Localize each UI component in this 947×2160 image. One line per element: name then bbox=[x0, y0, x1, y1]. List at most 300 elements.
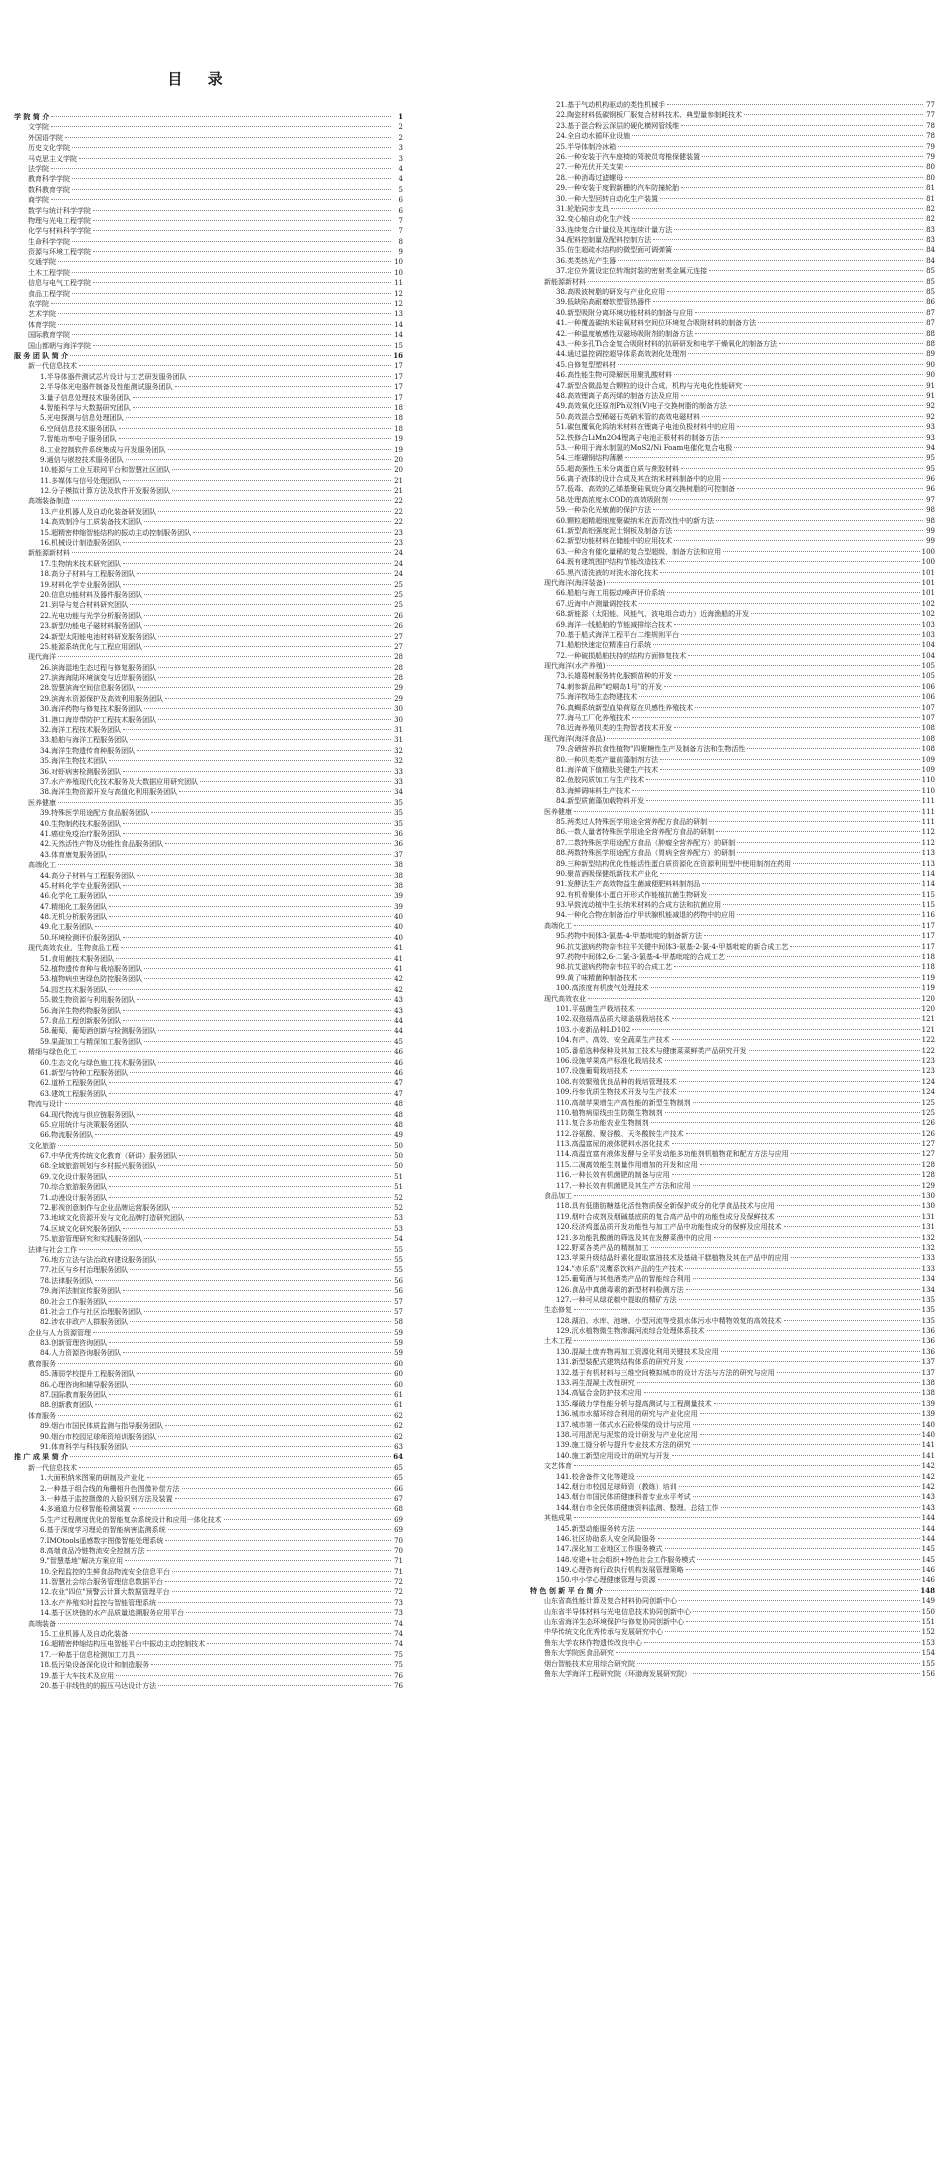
toc-entry[interactable] bbox=[14, 1546, 403, 1556]
toc-entry[interactable] bbox=[530, 1264, 935, 1274]
toc-entry[interactable] bbox=[530, 100, 935, 110]
toc-entry[interactable] bbox=[14, 1006, 403, 1016]
toc-entry[interactable] bbox=[14, 1037, 403, 1047]
toc-entry[interactable] bbox=[14, 1016, 403, 1026]
toc-entry[interactable] bbox=[530, 1004, 935, 1014]
toc-group-entry[interactable] bbox=[530, 734, 935, 744]
toc-entry[interactable] bbox=[530, 266, 935, 276]
toc-entry[interactable] bbox=[530, 1170, 935, 1180]
toc-entry[interactable] bbox=[530, 287, 935, 297]
toc-group-entry[interactable] bbox=[14, 1328, 403, 1338]
toc-group-entry[interactable] bbox=[530, 807, 935, 817]
toc-entry[interactable] bbox=[530, 1046, 935, 1056]
toc-entry[interactable] bbox=[530, 692, 935, 702]
toc-entry[interactable] bbox=[530, 173, 935, 183]
toc-group-entry[interactable] bbox=[14, 278, 403, 288]
toc-entry[interactable] bbox=[530, 910, 935, 920]
toc-entry[interactable] bbox=[14, 1536, 403, 1546]
toc-entry[interactable] bbox=[14, 1234, 403, 1244]
toc-entry[interactable] bbox=[530, 1492, 935, 1502]
toc-entry[interactable] bbox=[530, 942, 935, 952]
toc-entry[interactable] bbox=[530, 547, 935, 557]
toc-group-entry[interactable] bbox=[14, 195, 403, 205]
toc-entry[interactable] bbox=[14, 808, 403, 818]
toc-entry[interactable] bbox=[14, 829, 403, 839]
toc-entry[interactable] bbox=[530, 110, 935, 120]
toc-entry[interactable] bbox=[530, 1409, 935, 1419]
toc-entry[interactable] bbox=[530, 1482, 935, 1492]
toc-entry[interactable] bbox=[14, 413, 403, 423]
toc-entry[interactable] bbox=[14, 372, 403, 382]
toc-entry[interactable] bbox=[14, 1348, 403, 1358]
toc-entry[interactable] bbox=[530, 1014, 935, 1024]
toc-entry[interactable] bbox=[530, 474, 935, 484]
toc-entry[interactable] bbox=[14, 424, 403, 434]
toc-group-entry[interactable] bbox=[14, 154, 403, 164]
toc-group-entry[interactable] bbox=[14, 548, 403, 558]
toc-entry[interactable] bbox=[14, 1369, 403, 1379]
toc-entry[interactable] bbox=[14, 1224, 403, 1234]
toc-entry[interactable] bbox=[530, 827, 935, 837]
toc-entry[interactable] bbox=[14, 715, 403, 725]
toc-entry[interactable] bbox=[14, 663, 403, 673]
toc-entry[interactable] bbox=[530, 838, 935, 848]
toc-entry[interactable] bbox=[14, 1317, 403, 1327]
toc-entry[interactable] bbox=[530, 1056, 935, 1066]
toc-group-entry[interactable] bbox=[14, 943, 403, 953]
toc-entry[interactable] bbox=[530, 640, 935, 650]
toc-entry[interactable] bbox=[530, 1181, 935, 1191]
toc-entry[interactable] bbox=[14, 434, 403, 444]
toc-entry[interactable] bbox=[530, 848, 935, 858]
toc-group-entry[interactable] bbox=[530, 1305, 935, 1315]
toc-entry[interactable] bbox=[14, 1265, 403, 1275]
toc-entry[interactable] bbox=[530, 516, 935, 526]
toc-group-entry[interactable] bbox=[530, 1659, 935, 1669]
toc-entry[interactable] bbox=[530, 1098, 935, 1108]
toc-group-entry[interactable] bbox=[14, 299, 403, 309]
toc-entry[interactable] bbox=[530, 1212, 935, 1222]
toc-entry[interactable] bbox=[530, 744, 935, 754]
toc-entry[interactable] bbox=[530, 297, 935, 307]
toc-entry[interactable] bbox=[530, 962, 935, 972]
toc-entry[interactable] bbox=[14, 1650, 403, 1660]
toc-entry[interactable] bbox=[530, 952, 935, 962]
toc-entry[interactable] bbox=[530, 651, 935, 661]
toc-entry[interactable] bbox=[530, 1274, 935, 1284]
toc-entry[interactable] bbox=[14, 1380, 403, 1390]
toc-entry[interactable] bbox=[530, 1524, 935, 1534]
toc-entry[interactable] bbox=[530, 1420, 935, 1430]
toc-entry[interactable] bbox=[530, 1326, 935, 1336]
toc-entry[interactable] bbox=[530, 1285, 935, 1295]
toc-entry[interactable] bbox=[530, 879, 935, 889]
toc-entry[interactable] bbox=[14, 1484, 403, 1494]
toc-entry[interactable] bbox=[14, 590, 403, 600]
toc-entry[interactable] bbox=[530, 682, 935, 692]
toc-entry[interactable] bbox=[14, 1078, 403, 1088]
toc-entry[interactable] bbox=[530, 401, 935, 411]
toc-entry[interactable] bbox=[14, 1556, 403, 1566]
toc-group-entry[interactable] bbox=[14, 268, 403, 278]
toc-entry[interactable] bbox=[14, 746, 403, 756]
toc-entry[interactable] bbox=[530, 464, 935, 474]
toc-entry[interactable] bbox=[14, 1307, 403, 1317]
toc-entry[interactable] bbox=[530, 235, 935, 245]
toc-entry[interactable] bbox=[530, 360, 935, 370]
toc-group-entry[interactable] bbox=[14, 226, 403, 236]
toc-entry[interactable] bbox=[530, 1575, 935, 1585]
toc-entry[interactable] bbox=[14, 964, 403, 974]
toc-entry[interactable] bbox=[530, 1503, 935, 1513]
toc-entry[interactable] bbox=[14, 1671, 403, 1681]
toc-group-entry[interactable] bbox=[530, 578, 935, 588]
toc-entry[interactable] bbox=[14, 600, 403, 610]
toc-entry[interactable] bbox=[530, 1472, 935, 1482]
toc-section-entry[interactable] bbox=[14, 1452, 403, 1462]
toc-entry[interactable] bbox=[530, 890, 935, 900]
toc-entry[interactable] bbox=[14, 1598, 403, 1608]
toc-entry[interactable] bbox=[14, 839, 403, 849]
toc-entry[interactable] bbox=[530, 1378, 935, 1388]
toc-entry[interactable] bbox=[530, 1555, 935, 1565]
toc-group-entry[interactable] bbox=[530, 277, 935, 287]
toc-entry[interactable] bbox=[530, 162, 935, 172]
toc-group-entry[interactable] bbox=[14, 257, 403, 267]
toc-entry[interactable] bbox=[14, 393, 403, 403]
toc-entry[interactable] bbox=[14, 704, 403, 714]
toc-entry[interactable] bbox=[14, 382, 403, 392]
toc-entry[interactable] bbox=[14, 673, 403, 683]
toc-group-entry[interactable] bbox=[530, 1596, 935, 1606]
toc-group-entry[interactable] bbox=[14, 1359, 403, 1369]
toc-entry[interactable] bbox=[530, 370, 935, 380]
toc-entry[interactable] bbox=[14, 538, 403, 548]
toc-entry[interactable] bbox=[14, 1120, 403, 1130]
toc-entry[interactable] bbox=[14, 1639, 403, 1649]
toc-entry[interactable] bbox=[530, 329, 935, 339]
toc-entry[interactable] bbox=[14, 850, 403, 860]
toc-entry[interactable] bbox=[530, 1399, 935, 1409]
toc-entry[interactable] bbox=[14, 735, 403, 745]
toc-entry[interactable] bbox=[14, 954, 403, 964]
toc-entry[interactable] bbox=[14, 756, 403, 766]
toc-entry[interactable] bbox=[14, 1130, 403, 1140]
toc-entry[interactable] bbox=[14, 787, 403, 797]
toc-entry[interactable] bbox=[14, 1276, 403, 1286]
toc-entry[interactable] bbox=[14, 1400, 403, 1410]
toc-group-entry[interactable] bbox=[530, 1336, 935, 1346]
toc-group-entry[interactable] bbox=[14, 330, 403, 340]
toc-entry[interactable] bbox=[14, 902, 403, 912]
toc-group-entry[interactable] bbox=[530, 1191, 935, 1201]
toc-group-entry[interactable] bbox=[530, 994, 935, 1004]
toc-entry[interactable] bbox=[530, 1388, 935, 1398]
toc-entry[interactable] bbox=[530, 775, 935, 785]
toc-entry[interactable] bbox=[530, 1160, 935, 1170]
toc-group-entry[interactable] bbox=[530, 1513, 935, 1523]
toc-entry[interactable] bbox=[14, 1421, 403, 1431]
toc-group-entry[interactable] bbox=[14, 1047, 403, 1057]
toc-entry[interactable] bbox=[530, 318, 935, 328]
toc-entry[interactable] bbox=[530, 1295, 935, 1305]
toc-entry[interactable] bbox=[14, 1629, 403, 1639]
toc-entry[interactable] bbox=[14, 1058, 403, 1068]
toc-entry[interactable] bbox=[14, 528, 403, 538]
toc-entry[interactable] bbox=[14, 403, 403, 413]
toc-entry[interactable] bbox=[14, 1297, 403, 1307]
toc-entry[interactable] bbox=[14, 995, 403, 1005]
toc-entry[interactable] bbox=[530, 817, 935, 827]
toc-entry[interactable] bbox=[530, 1253, 935, 1263]
toc-group-entry[interactable] bbox=[530, 921, 935, 931]
toc-group-entry[interactable] bbox=[14, 320, 403, 330]
toc-entry[interactable] bbox=[530, 1451, 935, 1461]
toc-entry[interactable] bbox=[14, 1255, 403, 1265]
toc-group-entry[interactable] bbox=[530, 661, 935, 671]
toc-group-entry[interactable] bbox=[14, 164, 403, 174]
toc-entry[interactable] bbox=[14, 559, 403, 569]
toc-entry[interactable] bbox=[14, 1068, 403, 1078]
toc-entry[interactable] bbox=[530, 204, 935, 214]
toc-entry[interactable] bbox=[530, 859, 935, 869]
toc-group-entry[interactable] bbox=[14, 1619, 403, 1629]
toc-entry[interactable] bbox=[530, 1066, 935, 1076]
toc-entry[interactable] bbox=[14, 1432, 403, 1442]
toc-entry[interactable] bbox=[530, 786, 935, 796]
toc-entry[interactable] bbox=[530, 484, 935, 494]
toc-entry[interactable] bbox=[14, 611, 403, 621]
toc-entry[interactable] bbox=[530, 1544, 935, 1554]
toc-entry[interactable] bbox=[530, 973, 935, 983]
toc-entry[interactable] bbox=[530, 1139, 935, 1149]
toc-entry[interactable] bbox=[530, 568, 935, 578]
toc-entry[interactable] bbox=[14, 1577, 403, 1587]
toc-entry[interactable] bbox=[530, 557, 935, 567]
toc-entry[interactable] bbox=[530, 495, 935, 505]
toc-entry[interactable] bbox=[530, 1243, 935, 1253]
toc-entry[interactable] bbox=[14, 1587, 403, 1597]
toc-entry[interactable] bbox=[530, 1316, 935, 1326]
toc-entry[interactable] bbox=[530, 983, 935, 993]
toc-entry[interactable] bbox=[530, 412, 935, 422]
toc-entry[interactable] bbox=[530, 225, 935, 235]
toc-entry[interactable] bbox=[14, 777, 403, 787]
toc-group-entry[interactable] bbox=[14, 1245, 403, 1255]
toc-entry[interactable] bbox=[14, 642, 403, 652]
toc-group-entry[interactable] bbox=[14, 122, 403, 132]
toc-entry[interactable] bbox=[530, 453, 935, 463]
toc-entry[interactable] bbox=[530, 900, 935, 910]
toc-entry[interactable] bbox=[14, 621, 403, 631]
toc-entry[interactable] bbox=[530, 1440, 935, 1450]
toc-entry[interactable] bbox=[530, 505, 935, 515]
toc-entry[interactable] bbox=[530, 1357, 935, 1367]
toc-entry[interactable] bbox=[530, 630, 935, 640]
toc-entry[interactable] bbox=[530, 142, 935, 152]
toc-entry[interactable] bbox=[14, 694, 403, 704]
toc-entry[interactable] bbox=[530, 1118, 935, 1128]
toc-entry[interactable] bbox=[14, 1286, 403, 1296]
toc-entry[interactable] bbox=[14, 1567, 403, 1577]
toc-entry[interactable] bbox=[530, 796, 935, 806]
toc-entry[interactable] bbox=[14, 725, 403, 735]
toc-entry[interactable] bbox=[14, 1110, 403, 1120]
toc-entry[interactable] bbox=[14, 1089, 403, 1099]
toc-group-entry[interactable] bbox=[14, 309, 403, 319]
toc-entry[interactable] bbox=[14, 1026, 403, 1036]
toc-entry[interactable] bbox=[530, 536, 935, 546]
toc-entry[interactable] bbox=[14, 1338, 403, 1348]
toc-entry[interactable] bbox=[530, 1201, 935, 1211]
toc-group-entry[interactable] bbox=[14, 143, 403, 153]
toc-entry[interactable] bbox=[14, 1161, 403, 1171]
toc-entry[interactable] bbox=[14, 1473, 403, 1483]
toc-entry[interactable] bbox=[530, 339, 935, 349]
toc-entry[interactable] bbox=[530, 1565, 935, 1575]
toc-group-entry[interactable] bbox=[14, 652, 403, 662]
toc-group-entry[interactable] bbox=[14, 206, 403, 216]
toc-entry[interactable] bbox=[14, 1182, 403, 1192]
toc-group-entry[interactable] bbox=[14, 247, 403, 257]
toc-entry[interactable] bbox=[14, 1390, 403, 1400]
toc-entry[interactable] bbox=[530, 1149, 935, 1159]
toc-entry[interactable] bbox=[530, 1025, 935, 1035]
toc-entry[interactable] bbox=[530, 1129, 935, 1139]
toc-group-entry[interactable] bbox=[14, 133, 403, 143]
toc-group-entry[interactable] bbox=[530, 1648, 935, 1658]
toc-entry[interactable] bbox=[530, 671, 935, 681]
toc-entry[interactable] bbox=[530, 1077, 935, 1087]
toc-entry[interactable] bbox=[530, 121, 935, 131]
toc-entry[interactable] bbox=[14, 1442, 403, 1452]
toc-entry[interactable] bbox=[530, 609, 935, 619]
toc-entry[interactable] bbox=[530, 599, 935, 609]
toc-entry[interactable] bbox=[530, 152, 935, 162]
toc-entry[interactable] bbox=[530, 194, 935, 204]
toc-entry[interactable] bbox=[14, 486, 403, 496]
toc-entry[interactable] bbox=[530, 713, 935, 723]
toc-group-entry[interactable] bbox=[14, 496, 403, 506]
toc-group-entry[interactable] bbox=[530, 1638, 935, 1648]
toc-entry[interactable] bbox=[530, 931, 935, 941]
toc-entry[interactable] bbox=[530, 1347, 935, 1357]
toc-entry[interactable] bbox=[14, 465, 403, 475]
toc-entry[interactable] bbox=[530, 391, 935, 401]
toc-entry[interactable] bbox=[14, 1151, 403, 1161]
toc-group-entry[interactable] bbox=[14, 1099, 403, 1109]
toc-entry[interactable] bbox=[530, 588, 935, 598]
toc-entry[interactable] bbox=[530, 723, 935, 733]
toc-group-entry[interactable] bbox=[530, 1617, 935, 1627]
toc-entry[interactable] bbox=[14, 871, 403, 881]
toc-entry[interactable] bbox=[530, 422, 935, 432]
toc-entry[interactable] bbox=[14, 1494, 403, 1504]
toc-entry[interactable] bbox=[14, 683, 403, 693]
toc-entry[interactable] bbox=[14, 517, 403, 527]
toc-entry[interactable] bbox=[14, 1213, 403, 1223]
toc-entry[interactable] bbox=[530, 1430, 935, 1440]
toc-entry[interactable] bbox=[14, 1193, 403, 1203]
toc-group-entry[interactable] bbox=[530, 1627, 935, 1637]
toc-entry[interactable] bbox=[14, 632, 403, 642]
toc-section-entry[interactable] bbox=[14, 112, 403, 122]
toc-entry[interactable] bbox=[530, 1087, 935, 1097]
toc-group-entry[interactable] bbox=[530, 1669, 935, 1679]
toc-entry[interactable] bbox=[530, 433, 935, 443]
toc-entry[interactable] bbox=[530, 526, 935, 536]
toc-entry[interactable] bbox=[530, 1108, 935, 1118]
toc-entry[interactable] bbox=[14, 1172, 403, 1182]
toc-group-entry[interactable] bbox=[14, 174, 403, 184]
toc-entry[interactable] bbox=[14, 1515, 403, 1525]
toc-entry[interactable] bbox=[530, 620, 935, 630]
toc-entry[interactable] bbox=[530, 869, 935, 879]
toc-group-entry[interactable] bbox=[14, 185, 403, 195]
toc-entry[interactable] bbox=[14, 891, 403, 901]
toc-entry[interactable] bbox=[14, 569, 403, 579]
toc-group-entry[interactable] bbox=[14, 1141, 403, 1151]
toc-group-entry[interactable] bbox=[14, 361, 403, 371]
toc-entry[interactable] bbox=[14, 1525, 403, 1535]
toc-entry[interactable] bbox=[14, 767, 403, 777]
toc-entry[interactable] bbox=[530, 131, 935, 141]
toc-entry[interactable] bbox=[530, 1368, 935, 1378]
toc-entry[interactable] bbox=[14, 1681, 403, 1691]
toc-entry[interactable] bbox=[530, 1233, 935, 1243]
toc-group-entry[interactable] bbox=[14, 1463, 403, 1473]
toc-entry[interactable] bbox=[14, 1504, 403, 1514]
toc-entry[interactable] bbox=[14, 922, 403, 932]
toc-entry[interactable] bbox=[530, 703, 935, 713]
toc-entry[interactable] bbox=[530, 256, 935, 266]
toc-section-entry[interactable] bbox=[14, 351, 403, 361]
toc-entry[interactable] bbox=[530, 183, 935, 193]
toc-entry[interactable] bbox=[530, 214, 935, 224]
toc-group-entry[interactable] bbox=[14, 860, 403, 870]
toc-entry[interactable] bbox=[530, 443, 935, 453]
toc-entry[interactable] bbox=[530, 755, 935, 765]
toc-entry[interactable] bbox=[530, 349, 935, 359]
toc-entry[interactable] bbox=[14, 974, 403, 984]
toc-group-entry[interactable] bbox=[530, 1461, 935, 1471]
toc-entry[interactable] bbox=[530, 1222, 935, 1232]
toc-group-entry[interactable] bbox=[14, 237, 403, 247]
toc-entry[interactable] bbox=[14, 881, 403, 891]
toc-group-entry[interactable] bbox=[14, 341, 403, 351]
toc-entry[interactable] bbox=[530, 245, 935, 255]
toc-entry[interactable] bbox=[14, 445, 403, 455]
toc-entry[interactable] bbox=[14, 819, 403, 829]
toc-entry[interactable] bbox=[14, 1608, 403, 1618]
toc-entry[interactable] bbox=[530, 308, 935, 318]
toc-entry[interactable] bbox=[14, 1203, 403, 1213]
toc-entry[interactable] bbox=[530, 1035, 935, 1045]
toc-entry[interactable] bbox=[14, 507, 403, 517]
toc-entry[interactable] bbox=[530, 765, 935, 775]
toc-entry[interactable] bbox=[530, 381, 935, 391]
toc-group-entry[interactable] bbox=[14, 216, 403, 226]
toc-entry[interactable] bbox=[14, 455, 403, 465]
toc-entry[interactable] bbox=[14, 580, 403, 590]
toc-entry[interactable] bbox=[14, 933, 403, 943]
toc-section-entry[interactable] bbox=[530, 1586, 935, 1596]
toc-group-entry[interactable] bbox=[14, 1411, 403, 1421]
toc-entry[interactable] bbox=[530, 1534, 935, 1544]
toc-entry[interactable] bbox=[14, 1660, 403, 1670]
toc-entry[interactable] bbox=[14, 476, 403, 486]
toc-group-entry[interactable] bbox=[530, 1607, 935, 1617]
